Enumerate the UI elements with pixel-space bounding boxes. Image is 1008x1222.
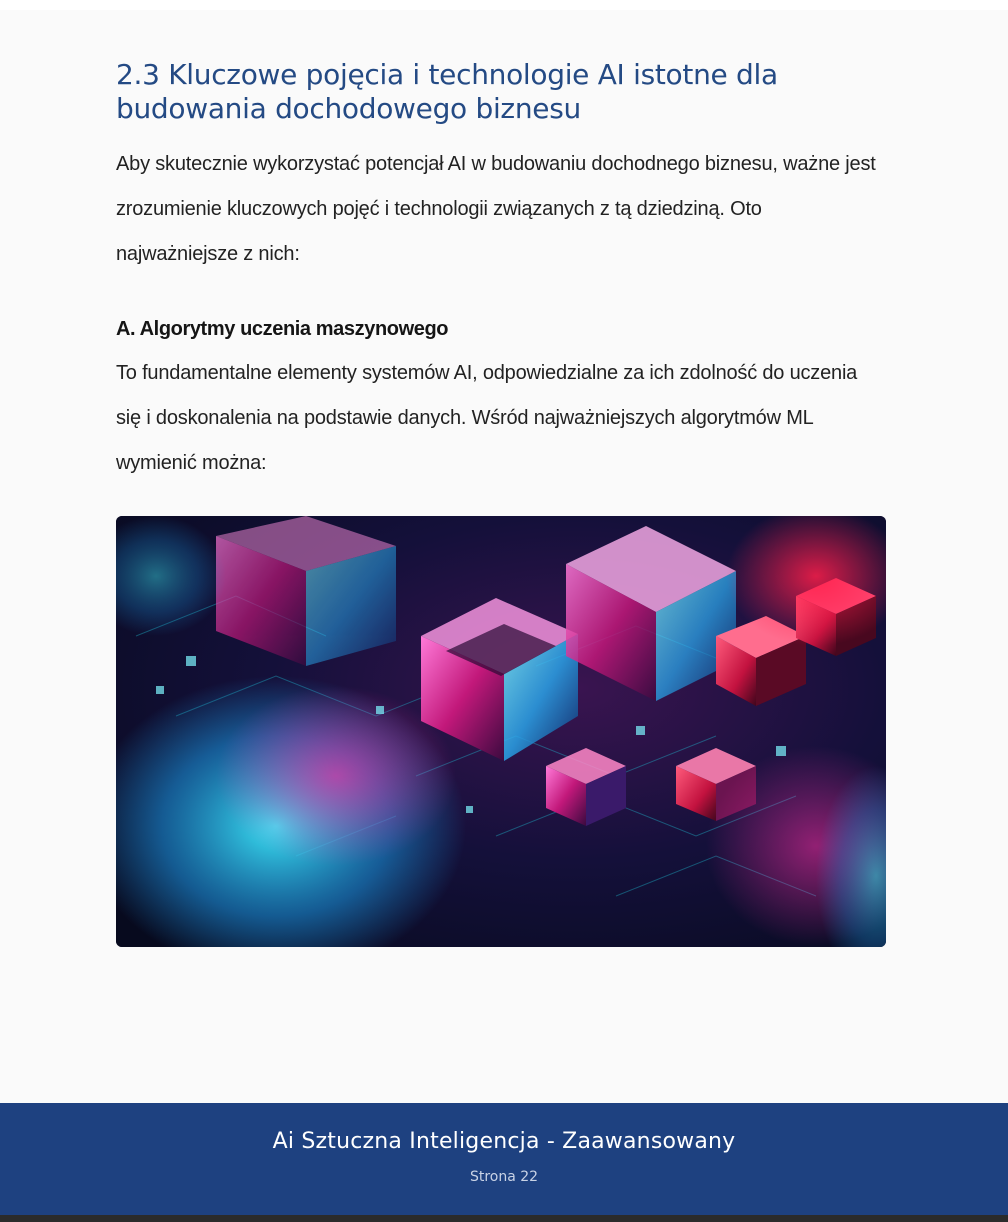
bottom-bar bbox=[0, 1215, 1008, 1222]
page-content bbox=[116, 58, 886, 486]
top-strip bbox=[0, 0, 1008, 10]
glowing-cubes-illustration bbox=[116, 516, 886, 947]
subsection-paragraph: To fundamentalne elementy systemów AI, odpowiedzialne za ich zdolność do uczenia się i doskonalenia na podstawie danych. Wśród najważniejszych algorytmów ML wymienić można: bbox=[116, 362, 858, 474]
page-footer bbox=[0, 1103, 1008, 1215]
section-heading: 2.3 Kluczowe pojęcia i technologie AI istotne dla budowania dochodowego biznesu bbox=[116, 58, 778, 125]
footer-title: Ai Sztuczna Inteligencja - Zaawansowany bbox=[272, 1129, 736, 1154]
page-number: Strona 22 bbox=[469, 1169, 539, 1185]
subsection-heading: A. Algorytmy uczenia maszynowego bbox=[116, 318, 449, 340]
intro-paragraph: Aby skutecznie wykorzystać potencjał AI w budowaniu dochodnego biznesu, ważne jest zrozumienie kluczowych pojęć i technologii związanych z tą dziedziną. Oto najważniejsze z nich: bbox=[116, 153, 876, 265]
hero-image bbox=[116, 516, 886, 947]
